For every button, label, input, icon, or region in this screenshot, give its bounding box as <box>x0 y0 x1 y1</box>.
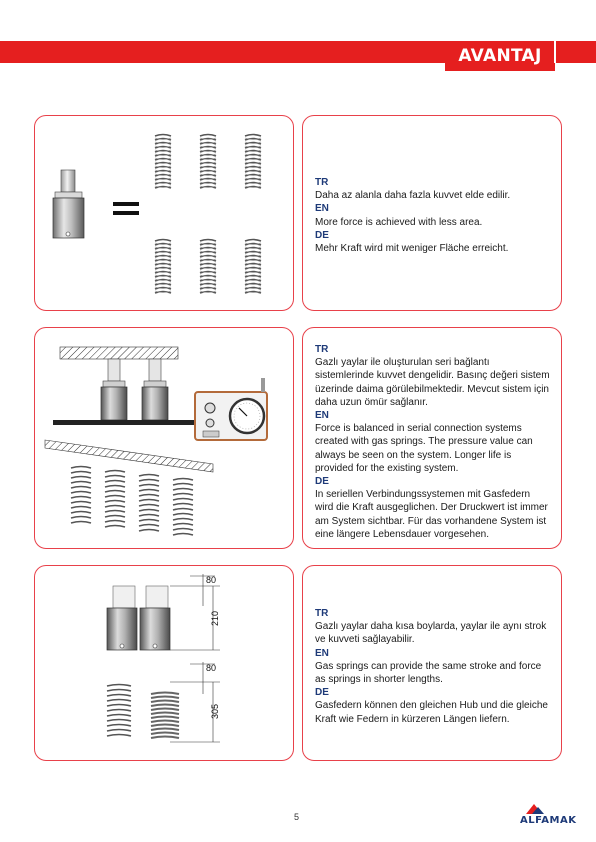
gas-spring-icon <box>53 170 84 238</box>
spring-icon <box>200 240 216 294</box>
text-en: More force is achieved with less area. <box>315 216 483 228</box>
spring-icon <box>155 240 171 294</box>
header-stripe <box>0 41 445 63</box>
top-plate-icon <box>60 347 178 359</box>
lang-label-de: DE <box>315 687 329 699</box>
lang-label-tr: TR <box>315 344 329 355</box>
illustration-panel-shorter-length <box>34 565 294 761</box>
equals-sign-icon <box>113 202 139 206</box>
dimension-height-top: 210 <box>210 610 220 626</box>
text-tr: Daha az alanla daha fazla kuvvet elde edilir. <box>315 190 511 202</box>
illustration-panel-force-area <box>34 115 294 311</box>
serial-connection-illustration <box>35 328 295 550</box>
spring-icon <box>245 135 261 189</box>
header-bar <box>0 41 596 71</box>
text-panel-force-area <box>302 115 562 311</box>
lang-label-en: EN <box>315 647 329 659</box>
text-panel-shorter-length <box>302 565 562 761</box>
lang-label-tr: TR <box>315 608 329 619</box>
text-tr: Gazlı yaylar daha kısa boylarda, yaylar ile aynı strok ve kuvveti sağlayabilir. <box>315 621 547 646</box>
brand-name: ALFAMAK <box>520 815 577 826</box>
hose-line-icon <box>53 420 203 425</box>
header-stripe-end <box>556 41 596 63</box>
text-tr: Gazlı yaylar ile oluşturulan seri bağlantı sistemlerinde kuvvet dengelidir. Basınç değeri sistem üzerinde daima görülebilmektedir. Mevcut sistem için daha uzun ömür sağlanır. <box>315 357 550 408</box>
lang-label-de: DE <box>315 229 329 241</box>
gas-spring-icon <box>101 359 127 420</box>
spring-icon <box>155 135 171 189</box>
gas-spring-equals-springs-illustration <box>35 116 295 312</box>
lang-label-de: DE <box>315 476 329 488</box>
multilingual-text <box>315 607 551 726</box>
lang-label-en: EN <box>315 410 329 422</box>
length-comparison-illustration <box>35 566 295 762</box>
pressure-gauge-panel-icon <box>195 378 267 440</box>
lang-label-tr: TR <box>315 177 329 188</box>
spring-icon <box>107 685 131 737</box>
lang-label-en: EN <box>315 203 329 215</box>
spring-icon <box>173 479 193 536</box>
text-de: In seriellen Verbindungssystemen mit Gasfedern wird die Kraft ausgeglichen. Der Druckwert ist immer am System sichtbar. Für das vorhandene System ist eine längere Lebensdauer vorgesehen. <box>315 489 548 540</box>
dimension-height-bottom: 305 <box>210 703 220 719</box>
gas-spring-icon <box>142 359 168 420</box>
spring-icon <box>71 467 91 524</box>
multilingual-text <box>315 343 551 541</box>
dimension-width-bottom: 80 <box>206 663 217 673</box>
text-en: Force is balanced in serial connection systems created with gas springs. The pressure value can always be seen on the system. Longer life is provided for the existing system. <box>315 423 533 474</box>
spring-icon <box>200 135 216 189</box>
text-panel-serial-connection <box>302 327 562 549</box>
gas-spring-icon <box>107 586 137 650</box>
tilted-plate-icon <box>45 440 213 472</box>
dimension-width-top: 80 <box>206 575 217 585</box>
text-de: Mehr Kraft wird mit weniger Fläche erreicht. <box>315 243 509 255</box>
spring-icon <box>105 471 125 528</box>
gas-spring-icon <box>140 586 170 650</box>
spring-icon <box>151 693 179 739</box>
illustration-panel-serial-connection <box>34 327 294 549</box>
text-de: Gasfedern können den gleichen Hub und die gleiche Kraft wie Federn in kürzeren Längen liefern. <box>315 700 548 725</box>
page-title: AVANTAJ <box>445 41 555 71</box>
spring-icon <box>139 475 159 532</box>
multilingual-text <box>315 176 551 255</box>
spring-icon <box>245 240 261 294</box>
page-number: 5 <box>294 812 300 822</box>
text-en: Gas springs can provide the same stroke and force as springs in shorter lengths. <box>315 660 542 686</box>
